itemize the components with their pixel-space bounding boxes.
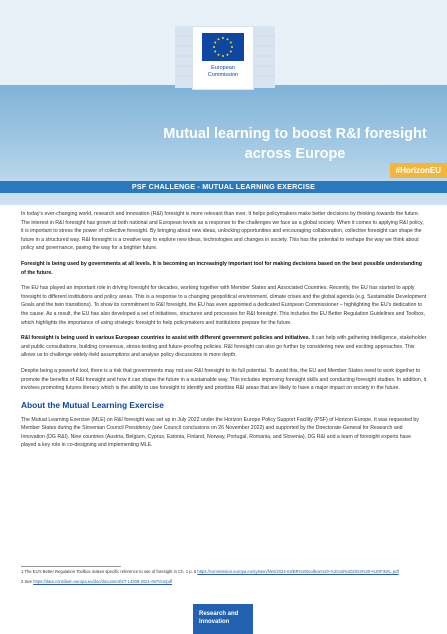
badge-line-1: Research and	[199, 611, 239, 617]
main-content	[21, 210, 427, 457]
research-innovation-badge	[193, 604, 253, 634]
section-heading: About the Mutual Learning Exercise	[21, 399, 164, 410]
eu-role-paragraph: The EU has played an important role in driving foresight for decades, working together with Member States and Associated Countries. Recently, the EU has started to apply foresight to different institutions and policy areas. This is a response to a changing geopolitical environment, climate crises and the global agenda (e.g. Sustainable Development Goals and the twin transitions). To show its commitment to R&I foresight, the EU has even appointed a dedicated European Commissioner – highlighting the EU's dedication to the cause. As a result, the EU has also developed a set of initiatives, structures and processes for R&I foresight. This includes the EU Better Regulation Guidelines and Toolbox, which highlights the importance of using strategic foresight to help policymakers and institutions prepare for the future.	[21, 285, 427, 326]
logo-line-2: Commission	[207, 72, 239, 78]
footnote-text: 1 The EU's Better Regulation Toolbox makes specific reference to use of foresight in Ch. 1 p. 5	[21, 569, 198, 574]
footnote-link[interactable]: https://data.consilium.europa.eu/doc/document/ST-14308-2021-INIT/en/pdf	[33, 578, 173, 584]
footnote-2	[21, 579, 427, 586]
footnote-text: 2 See	[21, 578, 34, 584]
emphasis-text: Foresight is being used by governments at all levels. It is becoming an increasingly important tool for making decisions based on the best possible understanding of the future.	[21, 260, 422, 276]
foresight-governments-paragraph	[21, 260, 427, 277]
footnote-divider	[21, 566, 121, 567]
intro-paragraph: In today's ever-changing world, research and innovation (R&I) foresight is more relevant than ever. It helps policymakers make better decisions by thinking towards the future. The interest in R&I foresight has grown at both national and European levels as a response to the challenges we face as a global society. When it comes to applying R&I policy, it is important to stress the power of collective foresight. By bringing about new ideas, unlocking opportunities and encouraging collaboration, collective foresight can shape the future in a structured way. R&I foresight is a creative way to explore new ideas, technologies and changes in society. This has the potential to reshape the way we think about policy and governance, paving the way for a brighter future.	[21, 211, 424, 252]
badge-line-2: Innovation	[199, 619, 230, 625]
page-title: Mutual learning to boost R&I foresight across Europe	[163, 126, 427, 162]
footnotes	[21, 569, 427, 588]
eu-flag-icon	[202, 33, 244, 61]
logo-text	[193, 65, 253, 79]
european-commission-logo	[192, 26, 254, 90]
footnote-link[interactable]: https://commission.europa.eu/system/files/2023-03/BR%20toolbox%20-%20Jul%202023%20-%20FINAL.pdf	[197, 569, 399, 574]
emphasis-text: R&I foresight is being used in various European countries to assist with different government policies and initiatives.	[21, 335, 311, 342]
risk-paragraph: Despite being a powerful tool, there is a risk that governments may not use R&I foresight to its full potential. To avoid this, the EU and Member States need to work together to promote the benefits of R&I foresight and how it can shape the future in a sustainable way. This includes improving foresight skills and conducting foresight studies. In addition, it involves promoting futures literacy which is the ability to use foresight to identify and prioritise R&I areas that are likely to have a major impact on society in the future.	[21, 367, 427, 392]
footnote-1	[21, 569, 427, 576]
paragraph-text: It can help with gathering intelligence, stakeholder and public consultations, building consensus, stress-testing and future-proofing policies. R&I foresight can also go further by considering new and exciting approaches. This allows us to challenge widely-held assumptions and analyse policy discussions in more depth.	[21, 335, 427, 359]
european-countries-paragraph	[21, 334, 427, 360]
mle-paragraph: The Mutual Learning Exercise (MLE) on R&I foresight was set up in July 2022 under the Horizon Europe Policy Support Facility (PSF) of Horizon Europe. It was requested by Member States during the Slovenian Council Presidency (see Council conclusions on 26 November 2022) and supported by the Directorate-General for Research and Innovation (DG R&I). Nine countries (Austria, Belgium, Cyprus, Estonia, Finland, Norway, Portugal, Romania, and Slovenia), DG R&I and a team of foresight experts have played a key role in co-designing and implementing MLE.	[21, 416, 419, 449]
logo-line-1: European	[211, 65, 235, 71]
section-banner: PSF CHALLENGE - MUTUAL LEARNING EXERCISE	[0, 181, 447, 193]
header	[0, 0, 447, 205]
hashtag-badge: #HorizonEU	[390, 163, 447, 178]
